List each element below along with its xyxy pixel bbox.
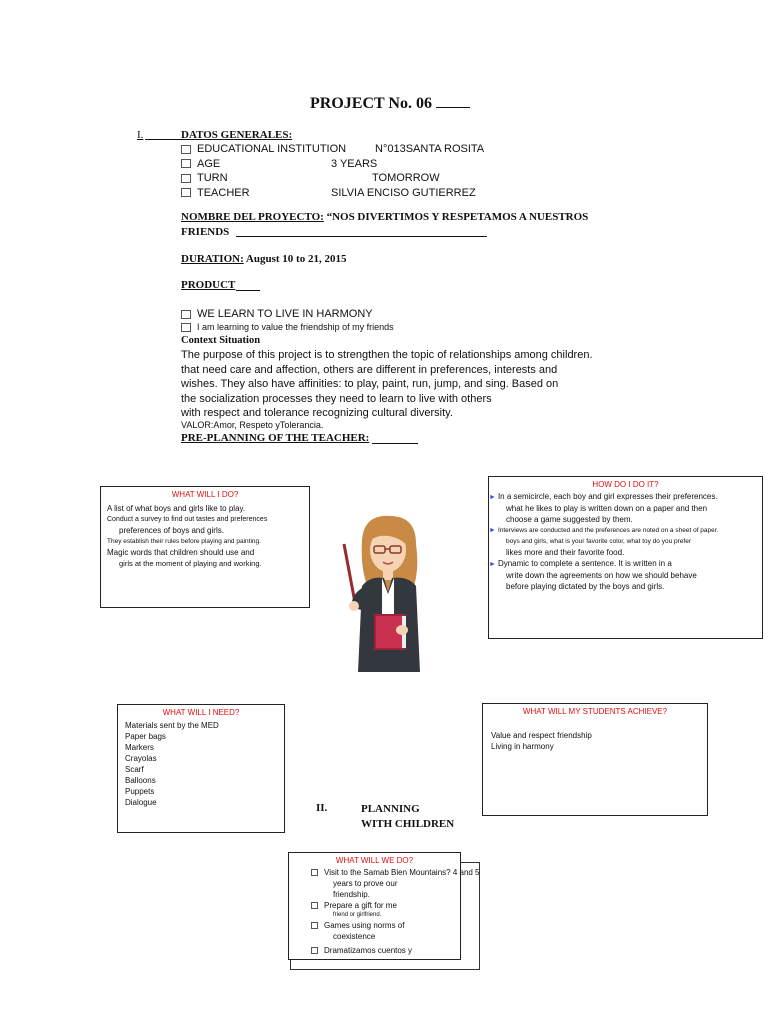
list-item: friendship. xyxy=(333,890,370,899)
list-item: coexistence xyxy=(333,932,376,941)
checkbox-icon xyxy=(181,323,191,332)
context-heading: Context Situation xyxy=(181,335,261,346)
preplanning-heading: PRE-PLANNING OF THE TEACHER: xyxy=(181,432,370,444)
checkbox-icon xyxy=(181,145,191,154)
general-data xyxy=(181,142,484,200)
list-item: Conduct a survey to find out tastes and preferences xyxy=(107,516,268,523)
list-item: before playing dictated by the boys and girls. xyxy=(506,582,665,591)
list-item: choose a game suggested by them. xyxy=(506,515,633,524)
box-do-list xyxy=(107,503,307,569)
teacher-illustration xyxy=(340,512,430,674)
list-item: Prepare a gift for me xyxy=(311,900,501,911)
list-item: ► In a semicircle, each boy and girl expresses their preferences. xyxy=(489,492,718,501)
product-item: WE LEARN TO LIVE IN HARMONY xyxy=(181,308,373,320)
list-item: Dramatizamos cuentos y xyxy=(311,945,501,956)
list-item: They establish their rules before playing and painting. xyxy=(107,538,261,545)
arrow-icon: ► xyxy=(489,561,496,568)
checkbox-icon xyxy=(311,902,318,909)
box-students-achieve: WHAT WILL MY STUDENTS ACHIEVE? Value and respect friendship Living in harmony xyxy=(482,703,708,816)
project-name-cont: FRIENDS xyxy=(181,226,230,238)
list-item: Scarf xyxy=(125,765,144,774)
list-item: Visit to the Samab Bien Mountains? 4 and 5 xyxy=(311,867,501,878)
box-what-will-we-do: WHAT WILL WE DO? Visit to the Samab Bien Mountains? 4 and 5 years to prove our friendship. Prepare a gift for me friend or girlfriend. Games using norms of coexistence Dramatizamos cuentos y xyxy=(288,852,461,960)
section-heading: DATOS GENERALES: xyxy=(181,129,293,141)
preplanning-underline xyxy=(372,443,418,444)
duration: DURATION: August 10 to 21, 2015 xyxy=(181,253,347,265)
box-how-do-i-do-it: HOW DO I DO IT? ► In a semicircle, each boy and girl expresses their preferences. what he likes to play is written down on a paper and then choose a game suggested by them. ► Interviews are conducted and the preferences are noted on a sheet of paper. boys and girls, what is your favorite color, what toy do you prefer likes more and their favorite food. ► Dynamic to complete a sentence. It is written in a write down the agreements on how we should behave before playing dictated by the boys and girls. xyxy=(488,476,763,639)
product-underline xyxy=(236,290,260,291)
project-name-underline xyxy=(236,236,487,237)
list-item: Paper bags xyxy=(125,732,166,741)
list-item: what he likes to play is written down on a paper and then xyxy=(506,504,708,513)
valor-text: VALOR:Amor, Respeto yTolerancia. xyxy=(181,420,324,430)
context-text: The purpose of this project is to strengthen the topic of relationships among children. that need care and affection, others are different in preferences, interests and wishes. They also have affinities: to play, paint, run, jump, and sing. Based on the socialization processes they need to learn to live with others with respect and tolerance recognizing cultural diversity. xyxy=(181,349,593,420)
checkbox-icon xyxy=(311,947,318,954)
box-what-will-i-do: WHAT WILL I DO? A list of what boys and girls like to play. Conduct a survey to find out tastes and preferences preferences of boys and girls. They establish their rules before playing and painting. Magic words that children should use and girls at the moment of playing and working. xyxy=(100,486,310,608)
checkbox-icon xyxy=(181,310,191,319)
section2-heading: PLANNING WITH CHILDREN xyxy=(361,803,455,830)
general-row: EDUCATIONAL INSTITUTION N°013SANTA ROSITA xyxy=(181,142,484,157)
list-item: girls at the moment of playing and working. xyxy=(119,559,262,568)
list-item: likes more and their favorite food. xyxy=(506,548,625,557)
list-item: Materials sent by the MED xyxy=(125,721,219,730)
list-item: Crayolas xyxy=(125,754,157,763)
list-item: Dialogue xyxy=(125,798,157,807)
list-item: Magic words that children should use and xyxy=(107,548,255,557)
list-item: Balloons xyxy=(125,776,156,785)
list-item: Markers xyxy=(125,743,154,752)
section2-number: II. xyxy=(316,802,328,814)
list-item: Puppets xyxy=(125,787,155,796)
checkbox-icon xyxy=(311,922,318,929)
checkbox-icon xyxy=(181,159,191,168)
checkbox-icon xyxy=(311,869,318,876)
box-achieve-list xyxy=(491,730,592,752)
checkbox-icon xyxy=(181,174,191,183)
list-item: boys and girls, what is your favorite color, what toy do you prefer xyxy=(506,538,691,545)
section-number: I. xyxy=(137,129,144,141)
page-title: PROJECT No. 06 xyxy=(310,95,470,113)
list-item: Living in harmony xyxy=(491,742,554,751)
list-item: write down the agreements on how we should behave xyxy=(506,571,697,580)
list-item: ► Interviews are conducted and the preferences are noted on a sheet of paper. xyxy=(489,527,719,534)
checkbox-icon xyxy=(181,188,191,197)
box-how-list xyxy=(489,491,761,592)
box-we-list xyxy=(311,867,501,956)
list-item: A list of what boys and girls like to play. xyxy=(107,504,246,513)
arrow-icon: ► xyxy=(489,527,496,534)
project-name: NOMBRE DEL PROYECTO: “NOS DIVERTIMOS Y RESPETAMOS A NUESTROS xyxy=(181,211,589,223)
arrow-icon: ► xyxy=(489,494,496,501)
section-underline xyxy=(145,139,181,140)
general-row: TEACHER SILVIA ENCISO GUTIERREZ xyxy=(181,186,484,201)
box-what-will-i-need: WHAT WILL I NEED? Materials sent by the MED Paper bags Markers Crayolas Scarf Balloons Puppets Dialogue xyxy=(117,704,285,833)
list-item: friend or girlfriend. xyxy=(333,912,382,918)
list-item: ► Dynamic to complete a sentence. It is written in a xyxy=(489,559,672,568)
list-item: preferences of boys and girls. xyxy=(119,526,224,535)
product-item: I am learning to value the friendship of my friends xyxy=(181,322,394,332)
list-item: years to prove our xyxy=(333,879,398,888)
title-underline xyxy=(436,95,470,108)
box-need-list xyxy=(125,720,219,808)
list-item: Games using norms of xyxy=(311,920,501,931)
list-item: Value and respect friendship xyxy=(491,731,592,740)
product-heading: PRODUCT xyxy=(181,279,236,291)
general-row: AGE 3 YEARS xyxy=(181,157,484,172)
general-row: TURN TOMORROW xyxy=(181,171,484,186)
